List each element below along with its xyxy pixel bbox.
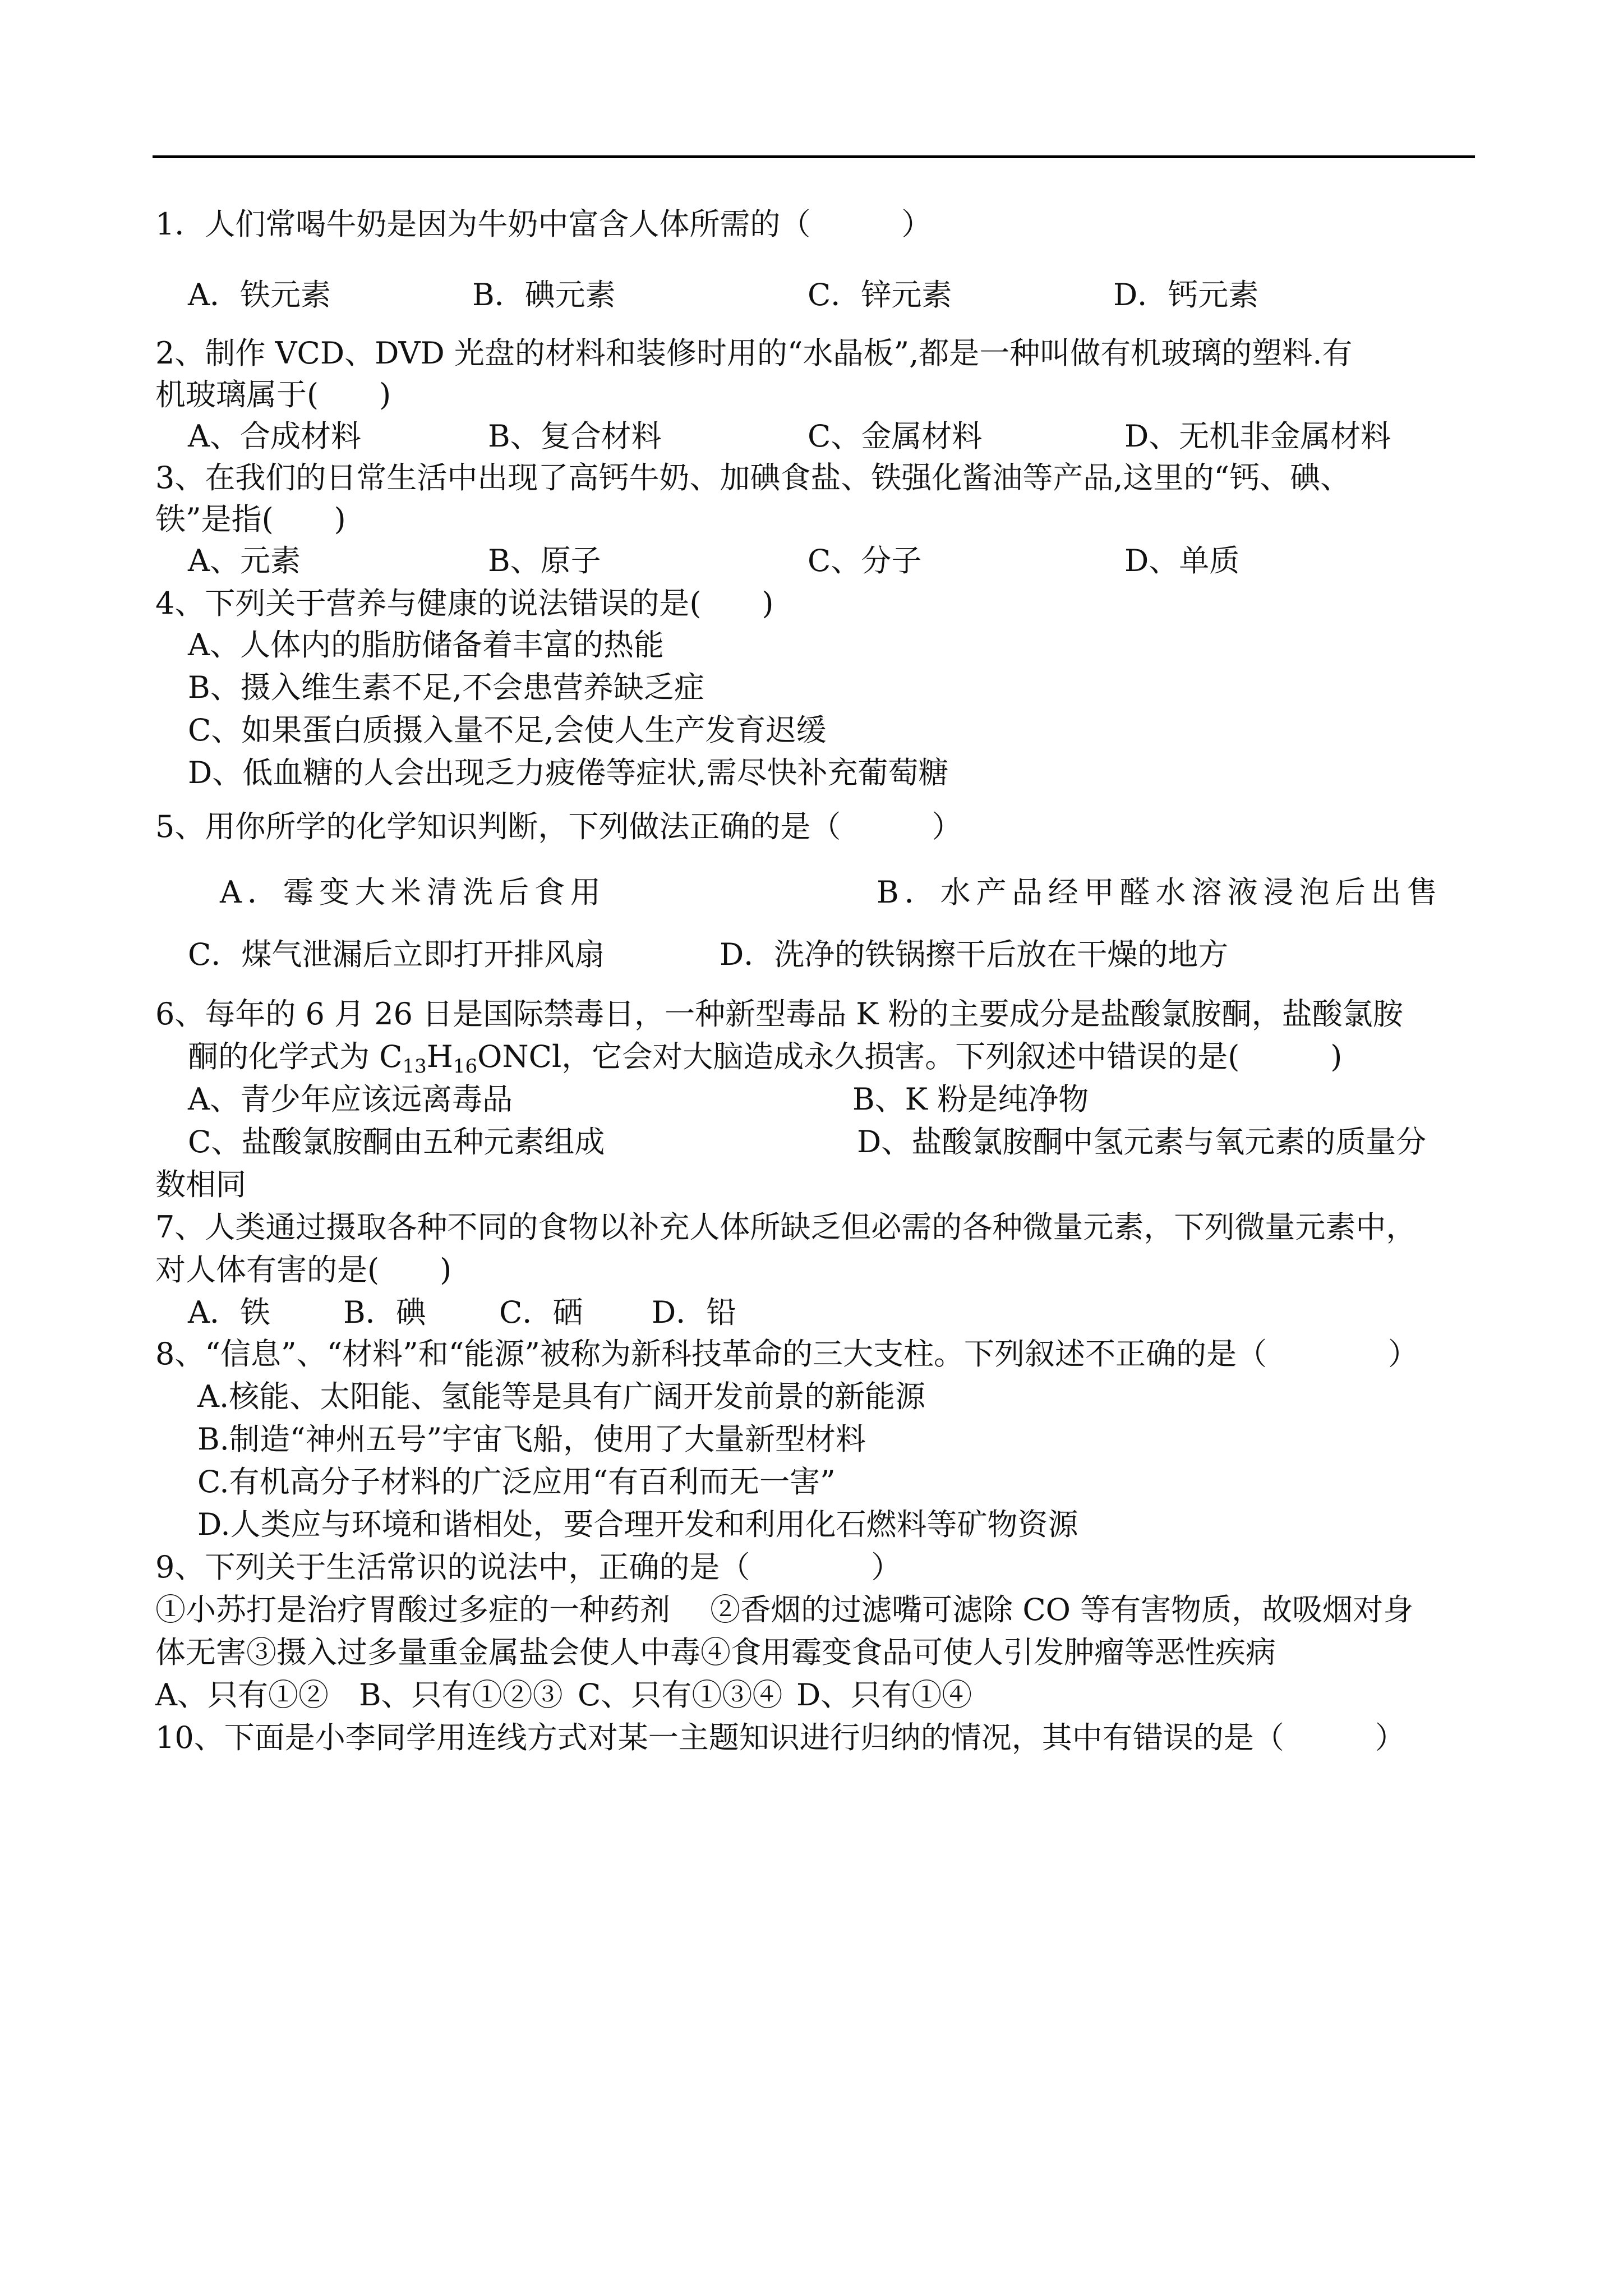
question-7-option-b: B．碘 — [343, 1295, 426, 1330]
question-4-option-a: A、人体内的脂肪储备着丰富的热能 — [188, 627, 664, 662]
question-7-option-c: C．硒 — [499, 1295, 583, 1330]
question-2-stem-line-1: 2、制作 VCD、DVD 光盘的材料和装修时用的“水晶板”,都是一种叫做有机玻璃的塑料.有 — [155, 335, 1353, 371]
question-9-option-d: D、只有①④ — [796, 1677, 972, 1713]
question-9-option-a: A、只有①② — [155, 1677, 329, 1713]
question-5-option-d: D．洗净的铁锅擦干后放在干燥的地方 — [720, 937, 1229, 972]
question-4-stem: 4、下列关于营养与健康的说法错误的是( ) — [155, 586, 774, 621]
question-6-option-d-continued: 数相同 — [155, 1167, 246, 1202]
question-9-option-b: B、只有①②③ — [359, 1677, 563, 1713]
formula-c-subscript: 13 — [402, 1055, 427, 1078]
question-7-stem-line-2: 对人体有害的是( ) — [155, 1252, 452, 1287]
question-9-stem: 9、下列关于生活常识的说法中，正确的是（ ） — [155, 1549, 902, 1585]
question-1-option-d: D．钙元素 — [1113, 277, 1259, 312]
question-5-option-b: B．水产品经甲醛水溶液浸泡后出售 — [877, 875, 1443, 910]
question-1-option-b: B．碘元素 — [472, 277, 616, 312]
question-7-option-a: A．铁 — [188, 1295, 270, 1330]
question-2-option-b: B、复合材料 — [488, 418, 662, 454]
question-3-stem-line-1: 3、在我们的日常生活中出现了高钙牛奶、加碘食盐、铁强化酱油等产品,这里的“钙、碘、 — [155, 460, 1351, 495]
question-8-option-a: A.核能、太阳能、氢能等是具有广阔开发前景的新能源 — [197, 1379, 926, 1414]
question-3-option-a: A、元素 — [188, 543, 301, 578]
question-4-option-b: B、摄入维生素不足,不会患营养缺乏症 — [188, 670, 704, 705]
question-6-stem-line-1: 6、每年的 6 月 26 日是国际禁毒日，一种新型毒品 K 粉的主要成分是盐酸氯胺酮，盐酸氯胺 — [155, 996, 1403, 1032]
question-9-option-c: C、只有①③④ — [578, 1677, 783, 1713]
question-2-option-c: C、金属材料 — [808, 418, 983, 454]
question-8-option-c: C.有机高分子材料的广泛应用“有百利而无一害” — [197, 1464, 836, 1499]
question-7-option-d: D．铅 — [652, 1295, 737, 1330]
header-rule — [153, 155, 1475, 158]
question-8-stem: 8、“信息”、“材料”和“能源”被称为新科技革命的三大支柱。下列叙述不正确的是（ ） — [155, 1336, 1418, 1372]
question-8-option-d: D.人类应与环境和谐相处，要合理开发和利用化石燃料等矿物资源 — [197, 1507, 1078, 1542]
formula-rest: ONCl — [477, 1039, 562, 1074]
question-10-stem: 10、下面是小李同学用连线方式对某一主题知识进行归纳的情况，其中有错误的是（ ） — [155, 1720, 1405, 1755]
question-6-option-d: D、盐酸氯胺酮中氢元素与氧元素的质量分 — [857, 1124, 1427, 1159]
question-6-option-c: C、盐酸氯胺酮由五种元素组成 — [188, 1124, 605, 1159]
question-4-option-c: C、如果蛋白质摄入量不足,会使人生产发育迟缓 — [188, 712, 827, 748]
question-1-stem: 1．人们常喝牛奶是因为牛奶中富含人体所需的（ ） — [155, 206, 932, 242]
question-4-option-d: D、低血糖的人会出现乏力疲倦等症状,需尽快补充葡萄糖 — [188, 755, 949, 790]
question-2-option-a: A、合成材料 — [188, 418, 361, 454]
question-9-statement-line-1: ①小苏打是治疗胃酸过多症的一种药剂 ②香烟的过滤嘴可滤除 CO 等有害物质，故吸烟对身 — [155, 1592, 1414, 1627]
question-3-stem-line-2: 铁”是指( ) — [155, 501, 346, 537]
question-6-option-b: B、K 粉是纯净物 — [852, 1082, 1089, 1117]
formula-c: C — [379, 1039, 403, 1074]
question-5-option-a: A．霉变大米清洗后食用 — [220, 875, 606, 910]
question-5-option-c: C．煤气泄漏后立即打开排风扇 — [188, 937, 605, 972]
question-3-option-b: B、原子 — [488, 543, 601, 578]
question-1-option-c: C．锌元素 — [808, 277, 952, 312]
question-7-stem-line-1: 7、人类通过摄取各种不同的食物以补充人体所缺乏但必需的各种微量元素，下列微量元素中， — [155, 1209, 1417, 1245]
question-3-option-d: D、单质 — [1124, 543, 1240, 578]
question-3-option-c: C、分子 — [808, 543, 922, 578]
formula-h: H — [426, 1039, 453, 1074]
formula-h-subscript: 16 — [453, 1055, 478, 1078]
question-6-option-a: A、青少年应该远离毒品 — [188, 1082, 513, 1117]
question-2-option-d: D、无机非金属材料 — [1124, 418, 1391, 454]
question-8-option-b: B.制造“神州五号”宇宙飞船，使用了大量新型材料 — [197, 1421, 866, 1457]
question-2-stem-line-2: 机玻璃属于( ) — [155, 377, 391, 412]
question-6-stem-line-2: 酮的化学式为 $C_{13}H_{16}ONCl$，它会对大脑造成永久损害。下列叙述中错误的是( ) — [188, 1039, 1343, 1078]
question-9-statement-line-2: 体无害③摄入过多量重金属盐会使人中毒④食用霉变食品可使人引发肿瘤等恶性疾病 — [155, 1635, 1276, 1670]
question-1-option-a: A．铁元素 — [188, 277, 331, 312]
question-5-stem: 5、用你所学的化学知识判断，下列做法正确的是（ ） — [155, 809, 962, 844]
